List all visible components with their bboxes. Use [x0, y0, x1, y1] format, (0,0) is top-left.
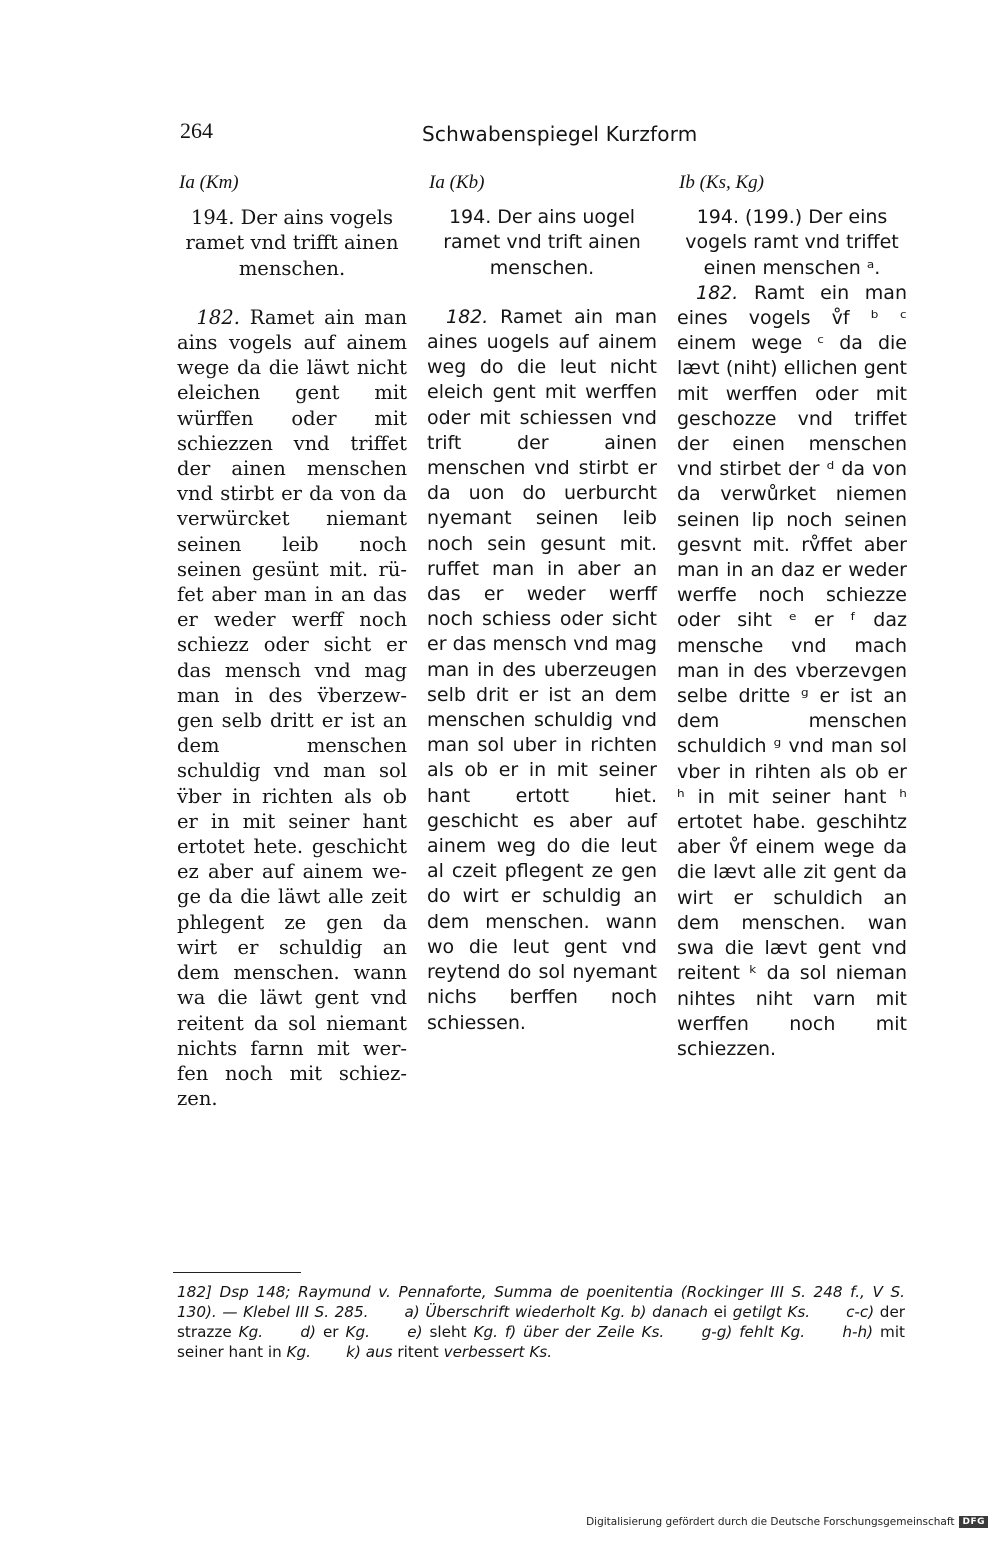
chapter-text [177, 305, 407, 1112]
column-siglum: Ia (Kb) [429, 172, 485, 193]
column-ia-kb [427, 170, 657, 1036]
chapter-text [677, 281, 907, 1062]
running-head: Schwabenspiegel Kurzform [422, 122, 698, 146]
chapter-body: Ramt ein man eines vogels v̊f ᵇ ᶜ einem wege ᶜ da die lævt (niht) ellichen gent mit werffen oder mit geschozze vnd triffet der einen menschen vnd stirbet der ᵈ da von da verwůrket niemen seinen lip noch seinen gesvnt mit. rv̊ffet aber man in an daz er weder werffe noch schiezze oder siht ᵉ er ᶠ daz mensche vnd mach man in des vberzevgen selbe dritte ᵍ er ist an dem menschen schuldich ᵍ vnd man sol vber in rihten als ob er ʰ in mit seiner hant ʰ ertotet habe. geschihtz aber v̊f einem wege da die lævt alle zit gent da wirt er schuldich an dem menschen. wan swa die lævt gent vnd reitent ᵏ da sol nieman nihtes niht varn mit werffen noch mit schiezzen. [677, 281, 907, 1060]
footnote-d: d) er Kg. [300, 1323, 370, 1341]
footnotes [177, 1282, 905, 1362]
footnote-e: e) sleht Kg. [407, 1323, 498, 1341]
chapter-number: 182. [696, 281, 739, 304]
chapter-text [427, 305, 657, 1036]
chapter-number: 182. [446, 305, 489, 328]
digitization-credit [586, 1516, 988, 1528]
page-number: 264 [180, 118, 213, 143]
footnote-b: b) danach ei getilgt Ks. [630, 1303, 811, 1321]
footnote-rule [173, 1272, 301, 1273]
chapter-heading: 194. Der ains vogels ramet vnd trifft ainen menschen. [185, 206, 399, 280]
column-siglum: Ib (Ks, Kg) [679, 172, 764, 193]
chapter-heading: 194. (199.) Der eins vogels ramt vnd triffet einen menschen ᵃ. [685, 206, 899, 279]
dfg-logo-icon: DFG [959, 1516, 988, 1528]
chapter-body: Ramet ain man ains vogels auf ainem wege da die läwt nicht eleichen gent mit würffen oder mit schiezzen vnd triffet der ainen menschen vnd stirbt er da von da verwürcket niemant seinen leib noch seinen gesünt mit. rüfet aber man in an das er weder werff noch schiezz oder sicht er das mensch vnd mag man in des v̈berzewgen selb dritt er ist an dem menschen schuldig vnd man sol v̈ber in richten als ob er in mit seiner hant ertotet hete. geschicht ez aber auf ainem wege da die läwt alle zeit phlegent ze gen da wirt er schuldig an dem menschen. wann wa die läwt gent vnd reitent da sol niemant nichts farnn mit werfen noch mit schiezzen. [177, 305, 408, 1111]
column-ia-km [177, 170, 407, 1111]
footnote-c: c-c) der strazze Kg. [177, 1303, 906, 1341]
footnote-f: f) über der Zeile Ks. [504, 1323, 665, 1341]
footnote-a: a) Überschrift wiederholt Kg. [404, 1303, 626, 1321]
credit-text: Digitalisierung gefördert durch die Deutsche Forschungsgemeinschaft [586, 1516, 955, 1528]
column-ib-ks-kg [677, 170, 907, 1062]
chapter-heading: 194. Der ains uogel ramet vnd trift ainen menschen. [443, 206, 641, 279]
footnote-g: g-g) fehlt Kg. [701, 1323, 806, 1341]
footnote-k: k) aus ritent verbessert Ks. [346, 1343, 553, 1361]
footnote-h: h-h) mit seiner hant in Kg. [177, 1323, 905, 1361]
column-siglum: Ia (Km) [179, 172, 239, 193]
footnote-source: 182] Dsp 148; Raymund v. Pennaforte, Summa de poenitentia (Rockinger III S. 248 f., V S. 130). — Klebel III S. 285. [177, 1283, 905, 1321]
chapter-body: Ramet ain man aines uogels auf ainem weg do die leut nicht eleich gent mit werffen oder mit schiessen vnd trift der ainen menschen vnd stirbt er da uon do uerburcht nyemant seinen leib noch sein gesunt mit. ruffet man in aber an das er weder werff noch schiess oder sicht er das mensch vnd mag man in des uberzeugen selb drit er ist an dem menschen schuldig vnd man sol uber in richten als ob er in mit seiner hant ertott hiet. geschicht es aber auf ainem weg do die leut al czeit pflegent ze gen do wirt er schuldig an dem menschen. wann wo die leut gent vnd reytend do sol nyemant nichs berffen noch schiessen. [427, 305, 658, 1034]
chapter-number: 182. [196, 305, 240, 329]
